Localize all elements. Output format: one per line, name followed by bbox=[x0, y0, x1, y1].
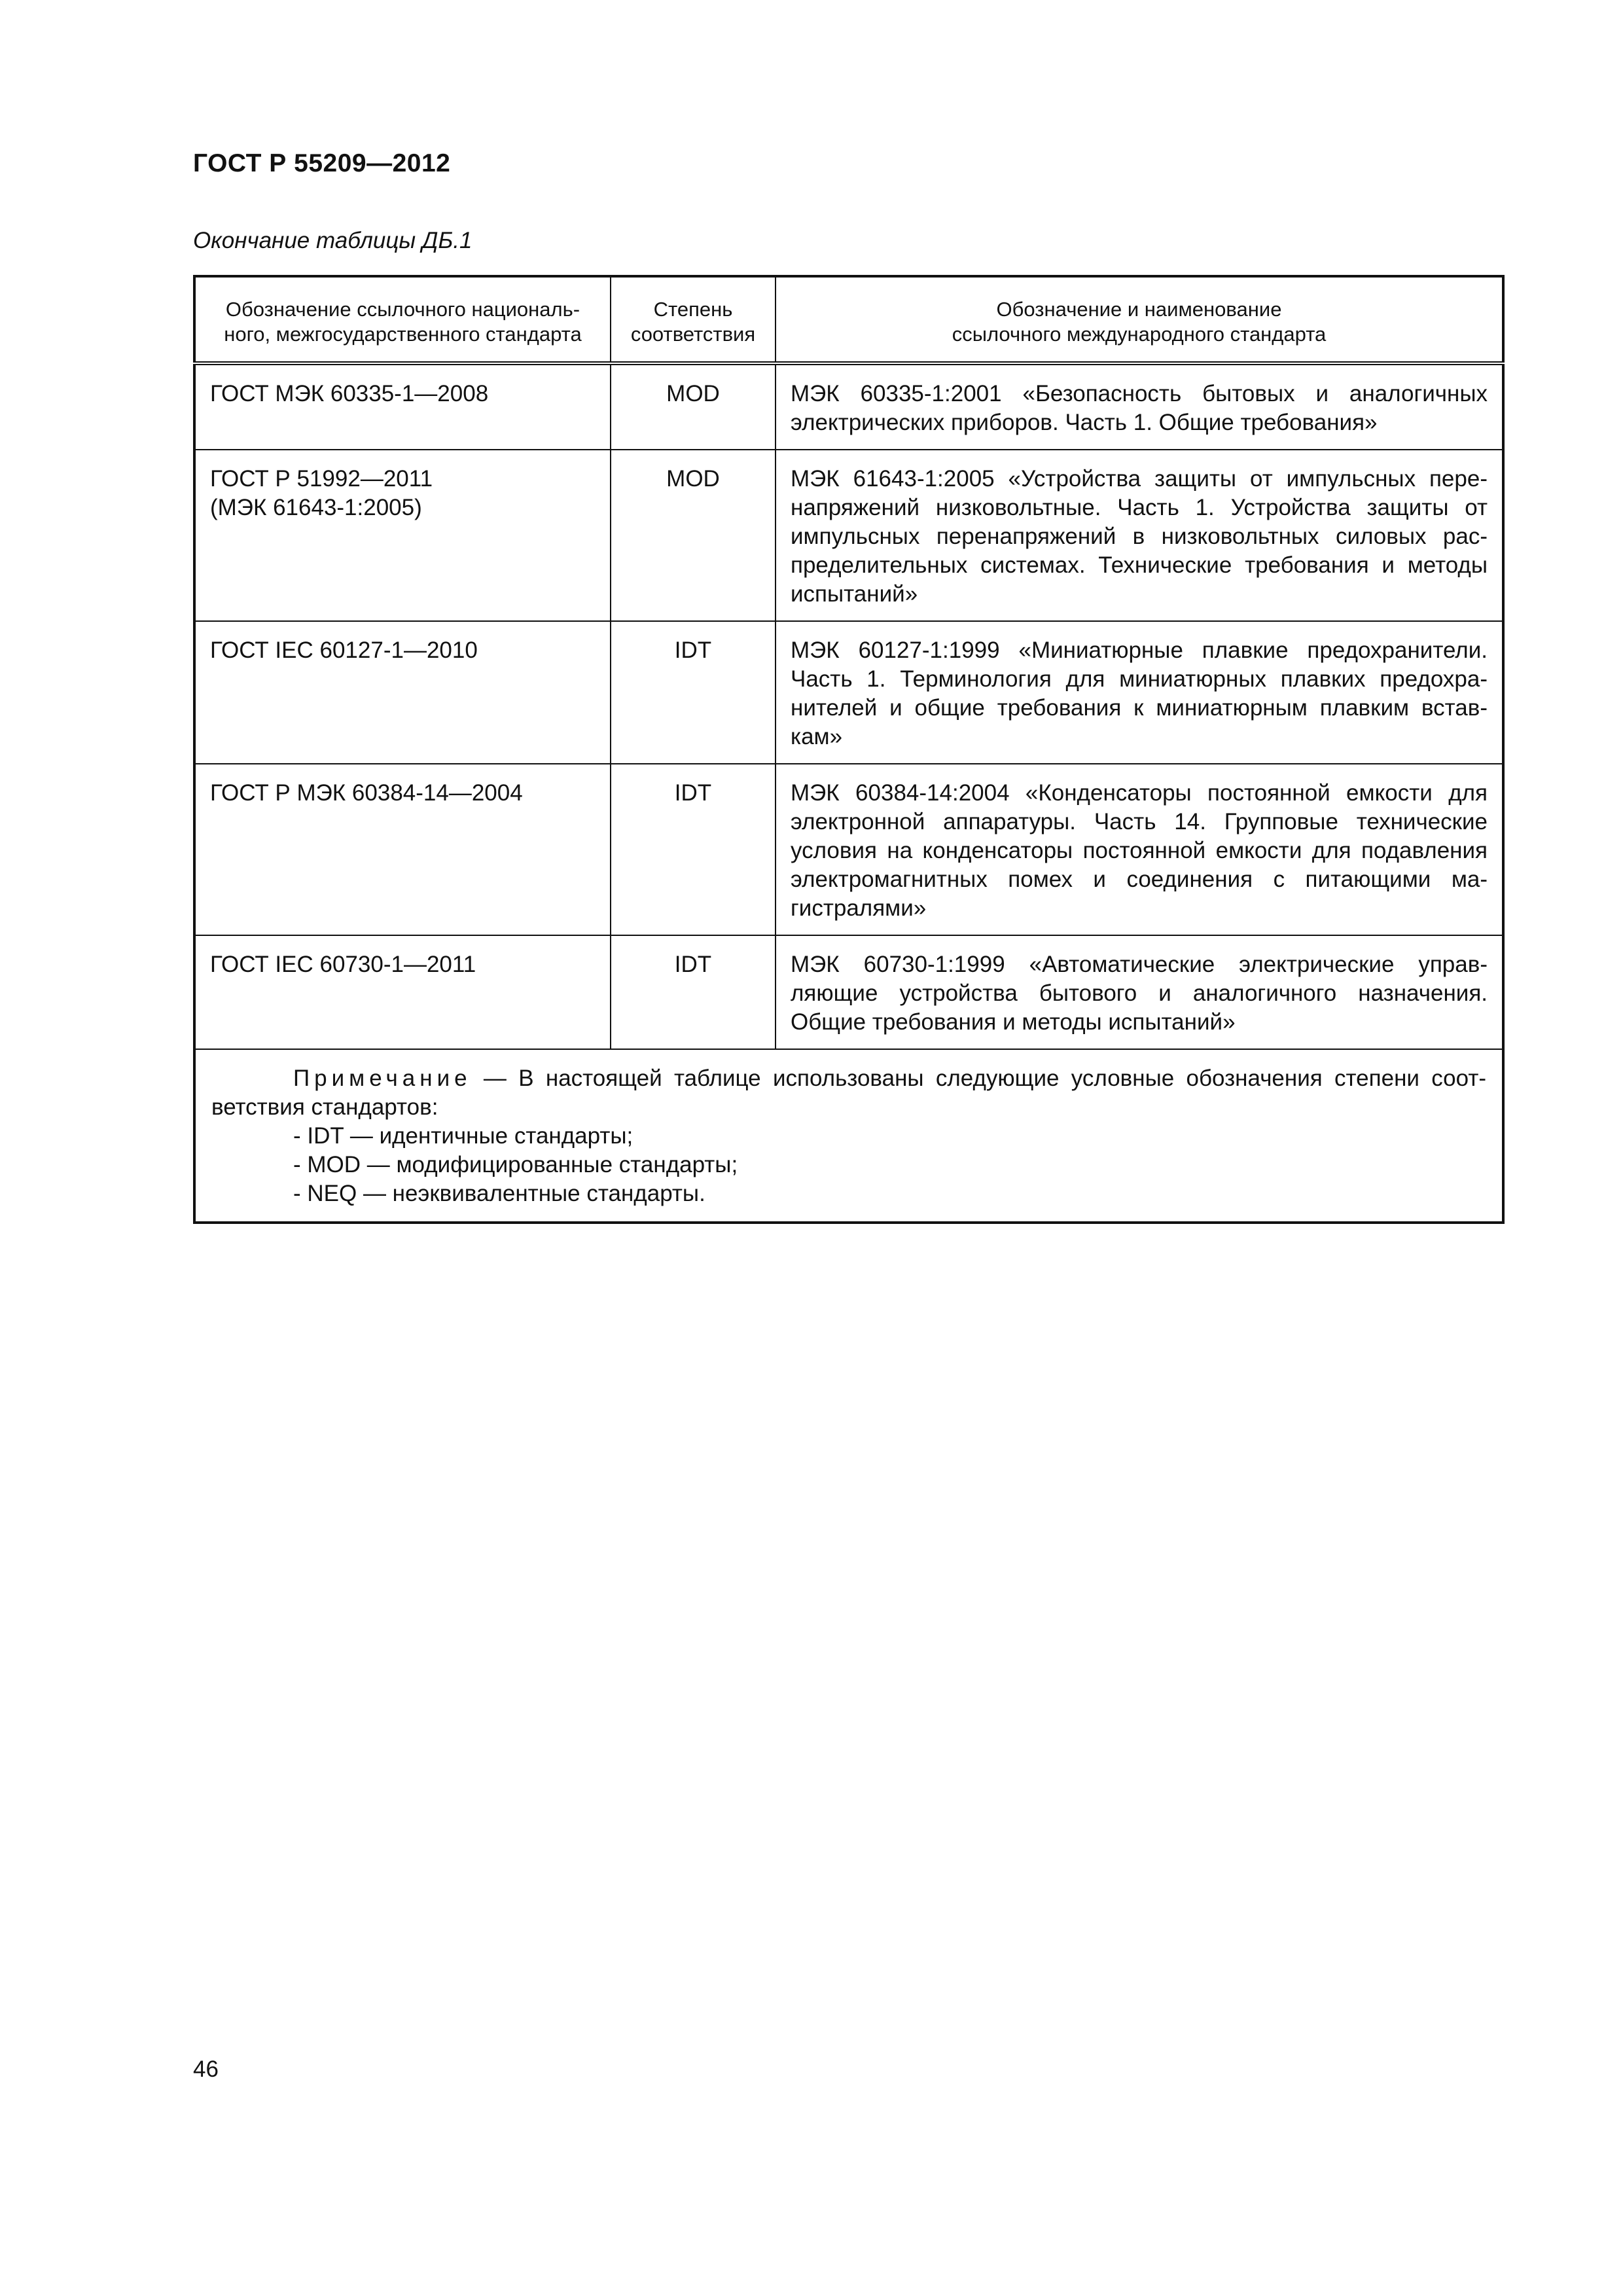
page-number: 46 bbox=[193, 2056, 219, 2082]
national-standard-cell: ГОСТ Р МЭК 60384-14—2004 bbox=[194, 764, 611, 935]
national-standard-cell: ГОСТ IEC 60730-1—2011 bbox=[194, 935, 611, 1049]
table-row bbox=[194, 935, 1503, 1049]
table-header-row bbox=[194, 276, 1503, 363]
international-standard-cell: МЭК 60730-1:1999 «Автоматические электрические управляющие устройства бытового и аналогичного назначения. Общие требования и методы испытаний» bbox=[776, 935, 1503, 1049]
note-item-idt: - IDT — идентичные стандарты; bbox=[293, 1123, 633, 1149]
standards-table bbox=[193, 275, 1505, 1224]
international-standard-cell: МЭК 60127-1:1999 «Миниатюрные плавкие предохранители. Часть 1. Терминология для миниатюрных плавких предохранителей и общие требования к миниатюрным плавким вставкам» bbox=[776, 621, 1503, 764]
document-header: ГОСТ Р 55209—2012 bbox=[193, 149, 451, 177]
national-standard-cell: ГОСТ МЭК 60335-1—2008 bbox=[194, 363, 611, 450]
header-degree-of-conformity: Степень соответствия bbox=[611, 276, 776, 363]
table-row bbox=[194, 621, 1503, 764]
note-label: Примечание bbox=[293, 1066, 472, 1091]
degree-cell: IDT bbox=[611, 621, 776, 764]
table-note bbox=[194, 1049, 1503, 1223]
international-standard-cell: МЭК 60384-14:2004 «Конденсаторы постоянной емкости для электронной аппаратуры. Часть 14. Групповые технические условия на конденсаторы постоянной емкости для подавления электромагнитных помех и соединения с питающими магистралями» bbox=[776, 764, 1503, 935]
table-note-row bbox=[194, 1049, 1503, 1223]
international-standard-cell: МЭК 61643-1:2005 «Устройства защиты от импульсных перенапряжений низковольтные. Часть 1. Устройства защиты от импульсных перенапряжений в низковольтных силовых распределительных системах. Технические требования и методы испытаний» bbox=[776, 450, 1503, 621]
degree-cell: MOD bbox=[611, 450, 776, 621]
note-item-mod: - MOD — модифицированные стандарты; bbox=[293, 1152, 738, 1177]
degree-cell: IDT bbox=[611, 764, 776, 935]
table-row bbox=[194, 764, 1503, 935]
international-standard-cell: МЭК 60335-1:2001 «Безопасность бытовых и аналогичных электрических приборов. Часть 1. Общие требования» bbox=[776, 363, 1503, 450]
degree-cell: IDT bbox=[611, 935, 776, 1049]
table-row bbox=[194, 450, 1503, 621]
national-standard-cell: ГОСТ Р 51992—2011 (МЭК 61643-1:2005) bbox=[194, 450, 611, 621]
note-paragraph bbox=[211, 1064, 1486, 1122]
table-caption: Окончание таблицы ДБ.1 bbox=[193, 228, 473, 253]
header-national-standard: Обозначение ссылочного националь- ного, межгосударственного стандарта bbox=[194, 276, 611, 363]
degree-cell: MOD bbox=[611, 363, 776, 450]
national-standard-cell: ГОСТ IEC 60127-1—2010 bbox=[194, 621, 611, 764]
header-international-standard: Обозначение и наименование ссылочного международного стандарта bbox=[776, 276, 1503, 363]
table-row bbox=[194, 363, 1503, 450]
note-text: — В настоящей таблице использованы следующие условные обозначения степени соответствия стандартов: bbox=[211, 1066, 1486, 1120]
note-item-neq: - NEQ — неэквивалентные стандарты. bbox=[293, 1181, 705, 1206]
